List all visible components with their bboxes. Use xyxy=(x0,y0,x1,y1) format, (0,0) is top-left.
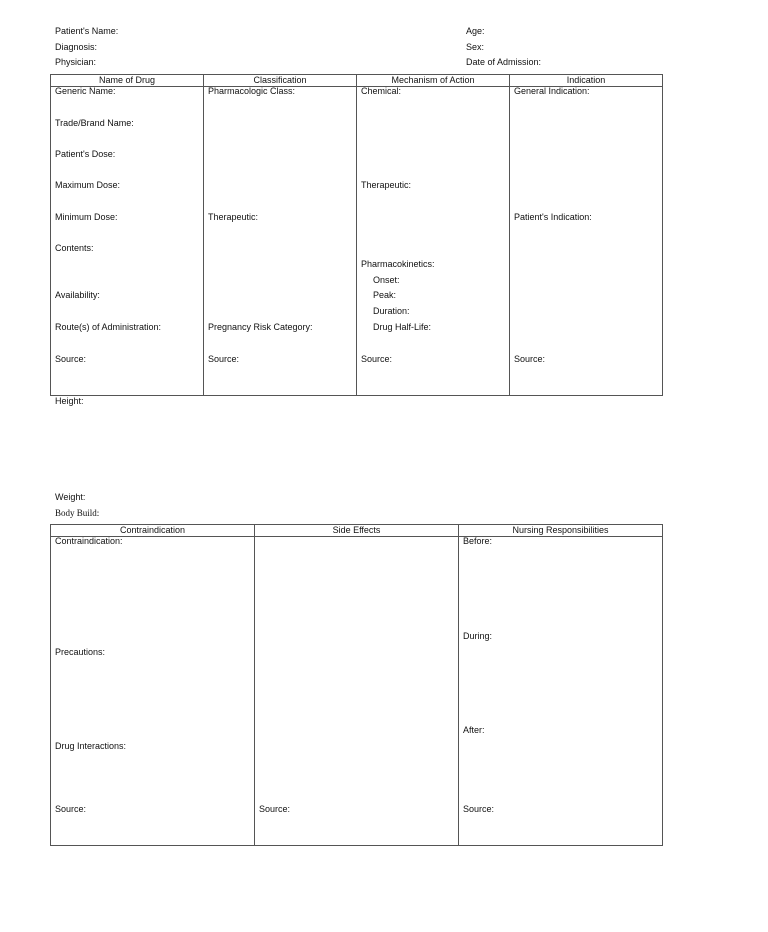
source-label: Source: xyxy=(208,354,240,364)
source-label: Source: xyxy=(463,804,495,814)
drug-half-life-label: Drug Half-Life: xyxy=(373,322,432,332)
availability-label: Availability: xyxy=(55,290,100,300)
therapeutic-class-label: Therapeutic: xyxy=(208,212,259,222)
onset-label: Onset: xyxy=(373,275,400,285)
duration-label: Duration: xyxy=(373,306,410,316)
column-divider xyxy=(509,75,510,395)
chemical-label: Chemical: xyxy=(361,86,402,96)
column-header-mechanism-of-action: Mechanism of Action xyxy=(391,75,475,85)
peak-label: Peak: xyxy=(373,290,397,300)
drug-info-table xyxy=(50,74,663,396)
patient-name-label: Patient's Name: xyxy=(55,26,119,36)
drug-interactions-label: Drug Interactions: xyxy=(55,741,127,751)
column-header-name-of-drug: Name of Drug xyxy=(98,75,156,85)
column-divider xyxy=(254,525,255,845)
contraindication-label: Contraindication: xyxy=(55,536,123,546)
general-indication-label: General Indication: xyxy=(514,86,590,96)
source-label: Source: xyxy=(55,354,87,364)
before-label: Before: xyxy=(463,536,493,546)
height-label: Height: xyxy=(55,396,84,406)
diagnosis-label: Diagnosis: xyxy=(55,42,98,52)
sex-label: Sex: xyxy=(466,42,485,52)
column-header-classification: Classification xyxy=(253,75,307,85)
table-header-divider xyxy=(51,536,662,537)
pharmacokinetics-label: Pharmacokinetics: xyxy=(361,259,435,269)
trade-brand-name-label: Trade/Brand Name: xyxy=(55,118,134,128)
column-header-nursing-responsibilities: Nursing Responsibilities xyxy=(512,525,609,535)
drug-safety-table xyxy=(50,524,663,846)
after-label: After: xyxy=(463,725,485,735)
column-header-indication: Indication xyxy=(566,75,606,85)
age-label: Age: xyxy=(466,26,485,36)
column-divider xyxy=(203,75,204,395)
contents-label: Contents: xyxy=(55,243,94,253)
source-label: Source: xyxy=(361,354,393,364)
source-label: Source: xyxy=(55,804,87,814)
pregnancy-risk-category-label: Pregnancy Risk Category: xyxy=(208,322,313,332)
maximum-dose-label: Maximum Dose: xyxy=(55,180,121,190)
source-label: Source: xyxy=(259,804,291,814)
generic-name-label: Generic Name: xyxy=(55,86,116,96)
column-header-side-effects: Side Effects xyxy=(332,525,381,535)
column-divider xyxy=(458,525,459,845)
source-label: Source: xyxy=(514,354,546,364)
patients-indication-label: Patient's Indication: xyxy=(514,212,592,222)
routes-of-administration-label: Route(s) of Administration: xyxy=(55,322,162,332)
pharmacologic-class-label: Pharmacologic Class: xyxy=(208,86,296,96)
therapeutic-mechanism-label: Therapeutic: xyxy=(361,180,412,190)
column-header-contraindication: Contraindication xyxy=(119,525,186,535)
precautions-label: Precautions: xyxy=(55,647,106,657)
physician-label: Physician: xyxy=(55,57,97,67)
minimum-dose-label: Minimum Dose: xyxy=(55,212,118,222)
patients-dose-label: Patient's Dose: xyxy=(55,149,116,159)
weight-label: Weight: xyxy=(55,492,86,502)
during-label: During: xyxy=(463,631,493,641)
body-build-label: Body Build: xyxy=(55,508,100,518)
column-divider xyxy=(356,75,357,395)
date-of-admission-label: Date of Admission: xyxy=(466,57,542,67)
